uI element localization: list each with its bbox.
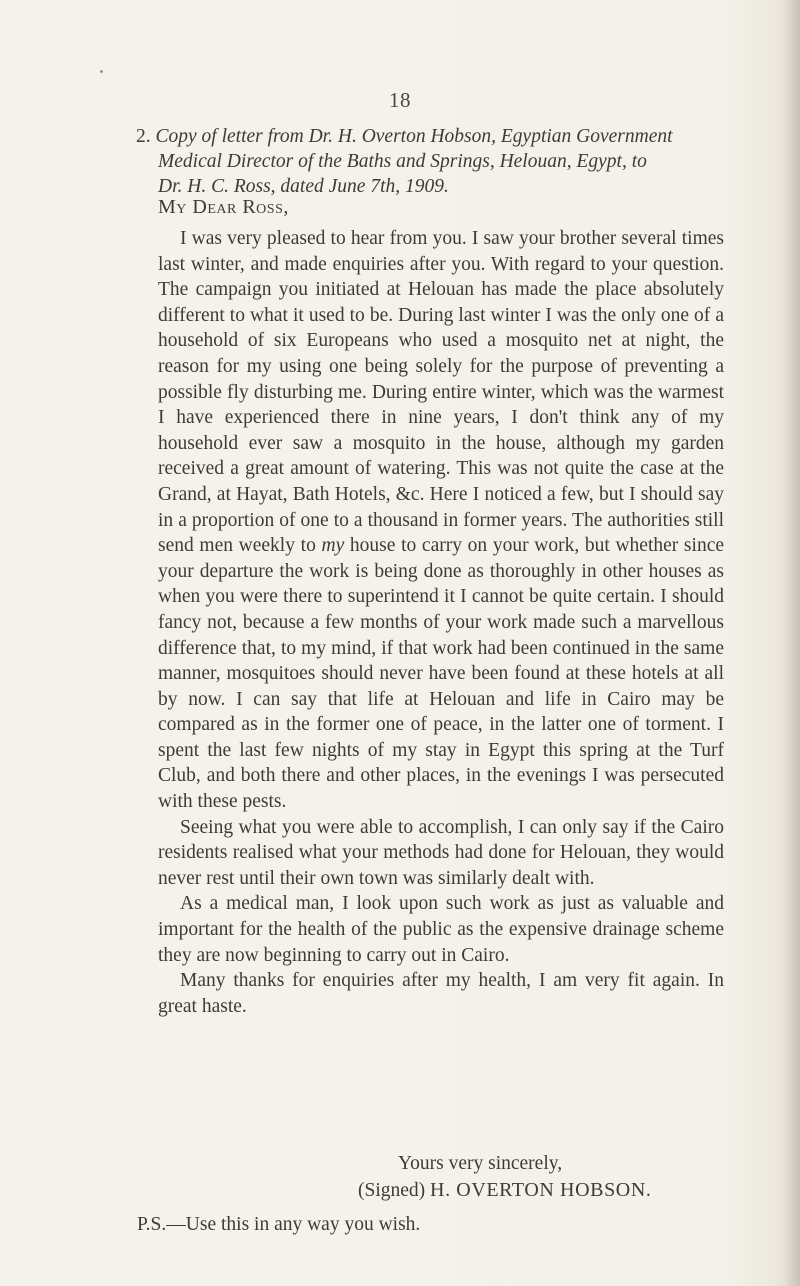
- letter-paragraph: [158, 226, 724, 815]
- page-number: 18: [389, 88, 411, 112]
- letter-body: [158, 226, 724, 1019]
- letter-signature-line: [358, 1179, 652, 1202]
- letter-paragraph: As a medical man, I look upon such work as just as valuable and important for the health of the public as the expensive drainage scheme they are now beginning to carry out in Cairo.: [158, 893, 724, 966]
- emphasized-word: my: [321, 535, 345, 557]
- heading-line-2: Medical Director of the Baths and Springs, Helouan, Egypt, to: [158, 151, 647, 172]
- letter-paragraph: Many thanks for enquiries after my health, I am very fit again. In great haste.: [158, 970, 724, 1017]
- letter-closing: Yours very sincerely,: [398, 1153, 563, 1174]
- page-edge-shadow: [786, 0, 800, 1286]
- letter-paragraph: Seeing what you were able to accomplish, I can only say if the Cairo residents realised what your methods had done for Helouan, they would never rest until their own town was similarly dealt with.: [158, 816, 724, 889]
- signed-prefix: (Signed): [358, 1180, 426, 1201]
- letter-postscript: P.S.—Use this in any way you wish.: [137, 1214, 421, 1235]
- document-heading: [136, 124, 726, 199]
- paragraph-text: I was very pleased to hear from you. I saw your brother several times last winter, and made enquiries after you. With regard to your question. The campaign you initiated at Helouan has made the place absolutely different to what it used to be. During last winter I was the only one of a household of six Europeans who used a mosquito net at night, the reason for my using one being solely for the purpose of preventing a possible fly disturbing me. During entire winter, which was the warmest I have experienced there in nine years, I don't think any of my household ever saw a mosquito in the house, although my garden received a great amount of watering. This was not quite the case at the Grand, at Hayat, Bath Hotels, &c. Here I noticed a few, but I should say in a proportion of one to a thousand in former years. The authorities still send men weekly to: [158, 228, 724, 557]
- letter-salutation: My Dear Ross,: [158, 196, 289, 218]
- heading-line-1: Copy of letter from Dr. H. Overton Hobson, Egyptian Government: [155, 126, 673, 147]
- heading-number: 2.: [136, 126, 151, 147]
- paragraph-text: house to carry on your work, but whether since your departure the work is being done as thoroughly in other houses as when you were there to superintend it I cannot be quite certain. I should fancy not, because a few months of your work made such a marvellous difference that, to my mind, if that work had been continued in the same manner, mosquitoes should never have been found at these hotels at all by now. I can say that life at Helouan and life in Cairo may be compared as in the former one of peace, in the latter one of torment. I spent the last few nights of my stay in Egypt this spring at the Turf Club, and both there and other places, in the evenings I was persecuted with these pests.: [158, 535, 724, 813]
- paper-speck: [100, 70, 103, 73]
- signature-name: H. OVERTON HOBSON.: [430, 1179, 652, 1201]
- heading-line-3: Dr. H. C. Ross, dated June 7th, 1909.: [158, 176, 449, 197]
